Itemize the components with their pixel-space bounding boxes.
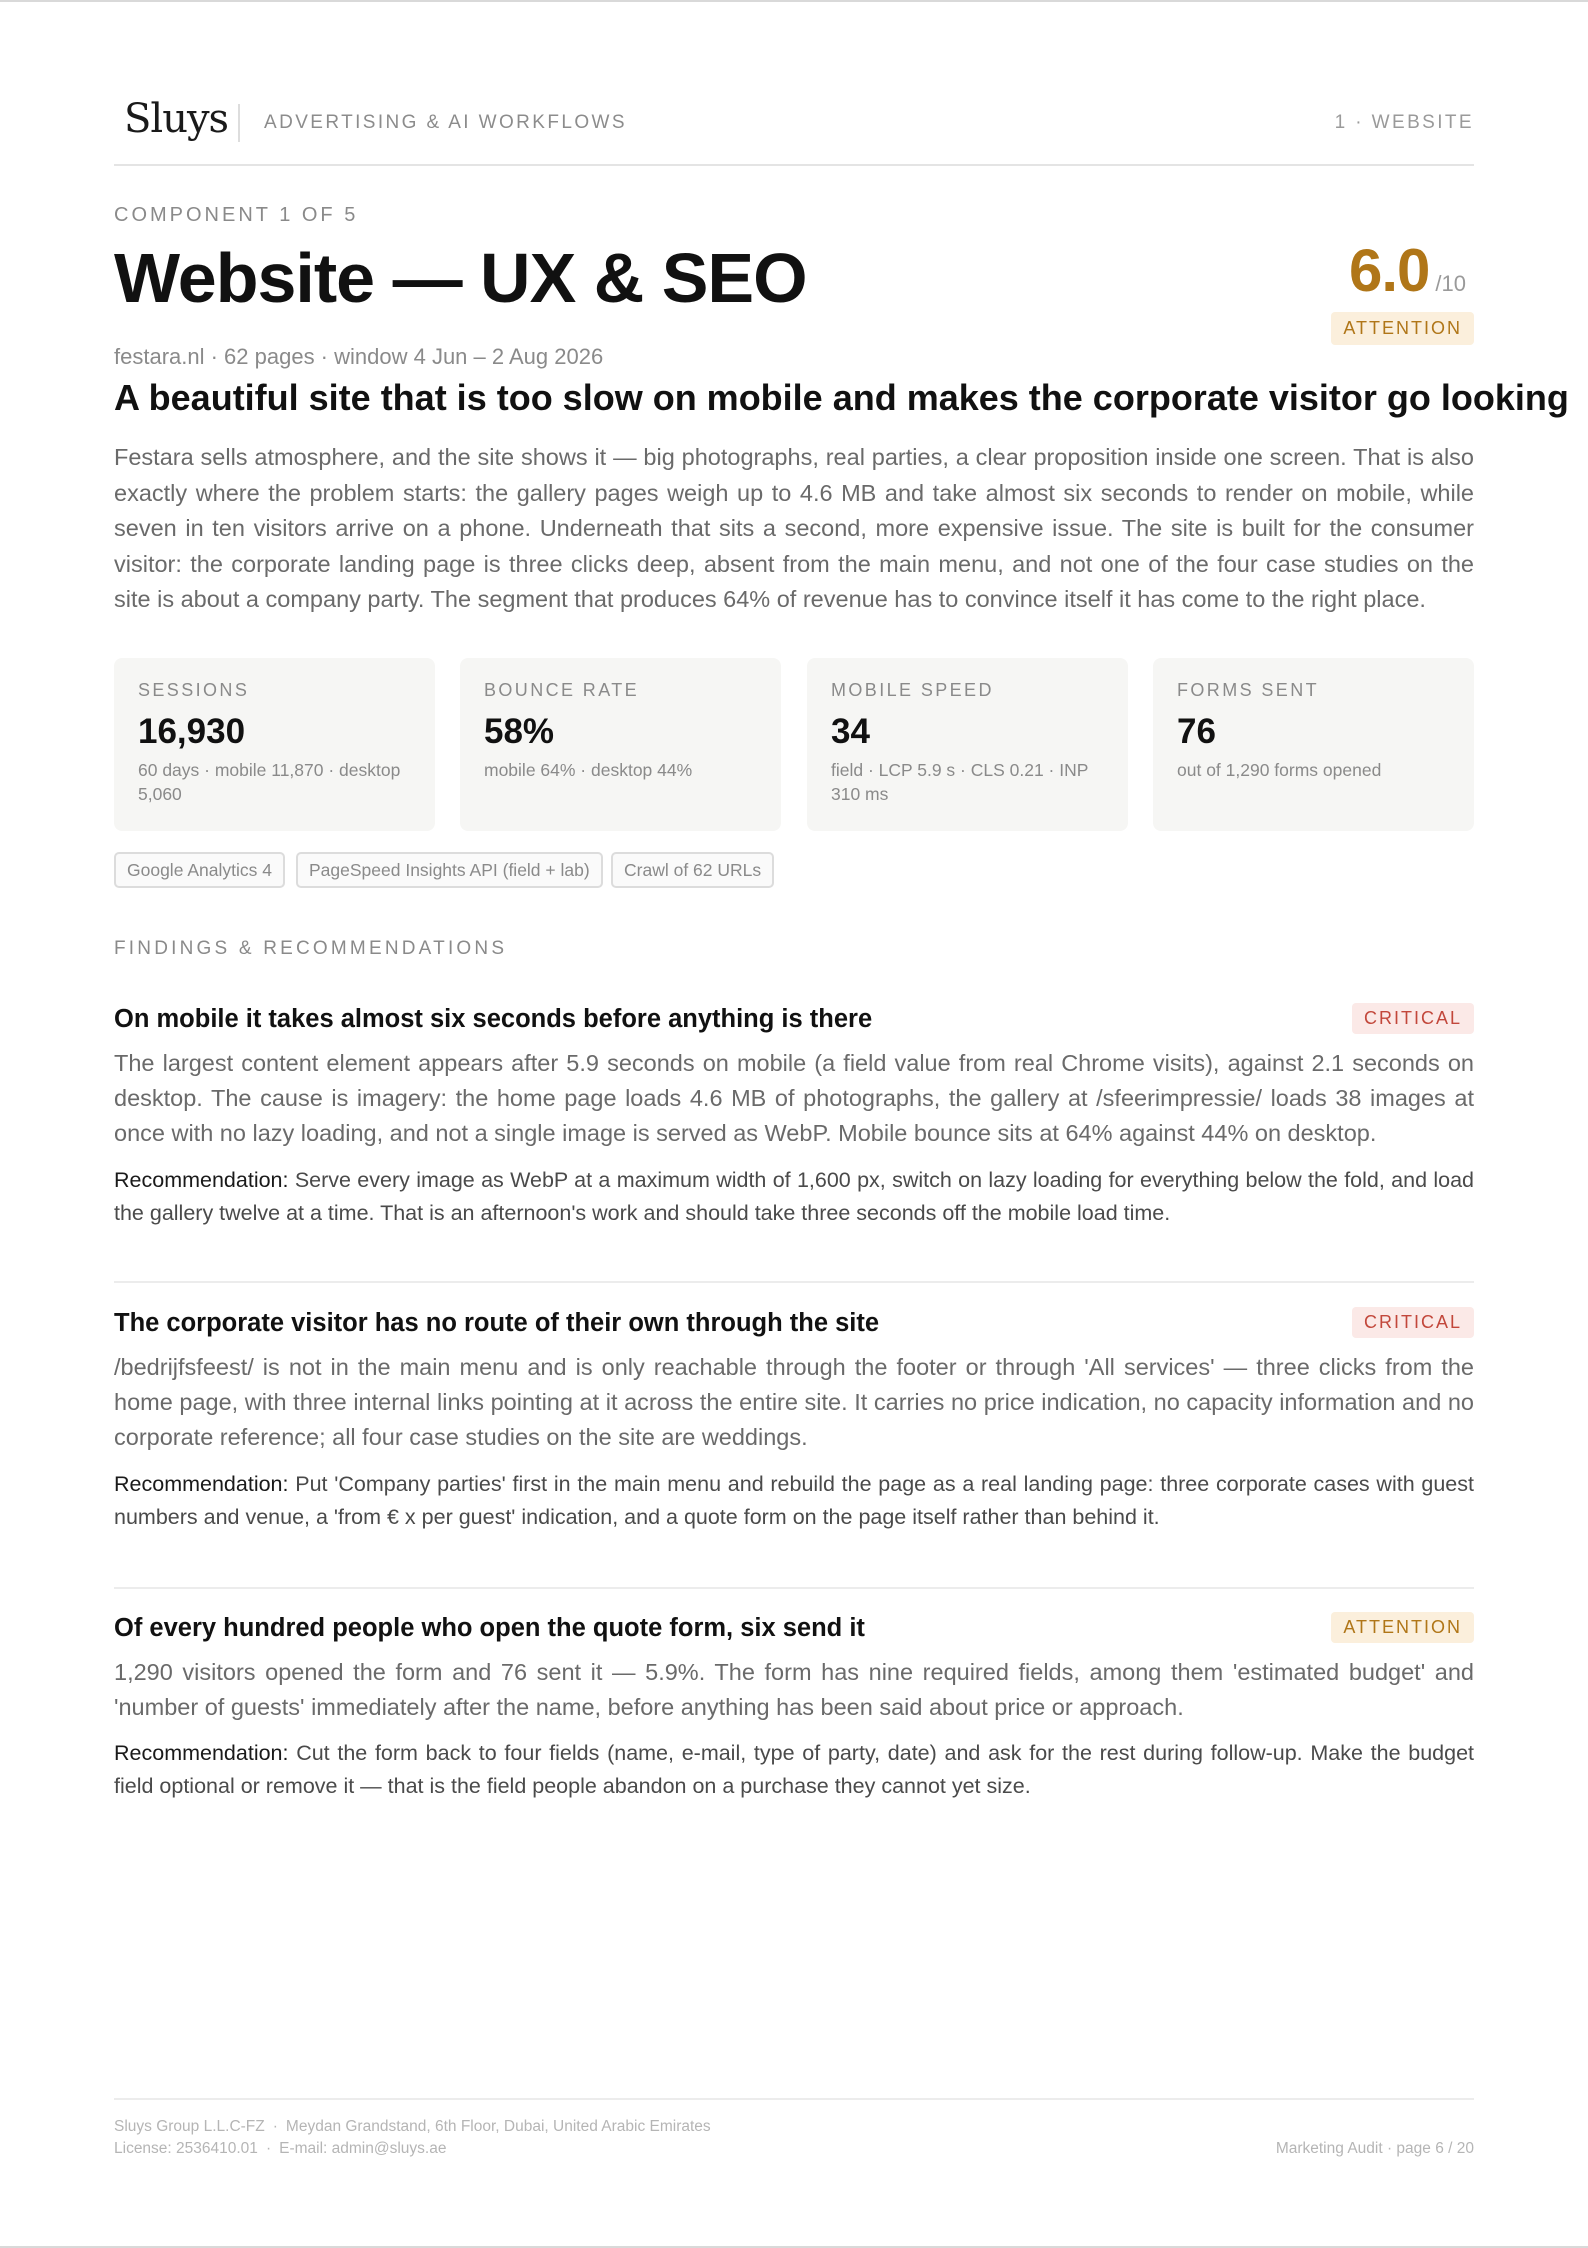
stat-label: MOBILE SPEED xyxy=(831,680,994,700)
page-title: Website — UX & SEO xyxy=(114,239,807,317)
brand-tagline: ADVERTISING & AI WORKFLOWS xyxy=(264,112,627,133)
finding-body: The largest content element appears after 5.9 seconds on mobile (a field value from real Chrome visits), against 2.1 seconds on desktop. The cause is imagery: the home page loads 4.6 MB of photographs, the gallery at /sfeerimpressie/ loads 38 images at once with no lazy loading, and not a single image is served as WebP. Mobile bounce sits at 64% against 44% on desktop. xyxy=(114,1050,1474,1146)
stat-label: SESSIONS xyxy=(138,680,250,700)
intro-paragraph: Festara sells atmosphere, and the site shows it — big photographs, real parties, a clear proposition inside one screen. That is also exactly where the problem starts: the gallery pages weigh up to 4.6 MB and take almost six seconds to render on mobile, while seven in ten visitors arrive on a phone. Underneath that sits a second, more expensive issue. The site is built for the consumer visitor: the corporate landing page is three clicks deep, absent from the main menu, and not one of the four case studies on the site is about a company party. The segment that produces 64% of revenue has to convince itself it has come to the right place. xyxy=(114,444,1474,612)
stat-cards xyxy=(114,658,1474,831)
finding-title: Of every hundred people who open the quote form, six send it xyxy=(114,1614,865,1642)
stat-card-bounce-rate xyxy=(460,658,781,831)
stat-subtext: 60 days · mobile 11,870 · desktop 5,060 xyxy=(138,760,401,804)
stat-value: 76 xyxy=(1177,712,1216,751)
findings-heading: FINDINGS & RECOMMENDATIONS xyxy=(114,938,508,959)
stat-card-mobile-speed xyxy=(807,658,1128,831)
finding-divider xyxy=(114,1587,1474,1589)
status-badge: ATTENTION xyxy=(1331,312,1474,345)
stat-card-forms-sent xyxy=(1153,658,1474,831)
finding-recommendation xyxy=(114,1164,1474,1230)
footer-company: Sluys Group L.L.C-FZ xyxy=(114,2118,265,2135)
score-block xyxy=(1349,236,1466,305)
score-value: 6.0 xyxy=(1348,237,1430,304)
score-max: /10 xyxy=(1435,271,1466,296)
page-footer xyxy=(114,2098,1474,2157)
severity-badge: CRITICAL xyxy=(1352,1307,1474,1338)
stat-value: 16,930 xyxy=(138,712,246,751)
stat-label: BOUNCE RATE xyxy=(484,680,640,700)
stat-subtext: out of 1,290 forms opened xyxy=(1177,760,1382,780)
severity-badge: ATTENTION xyxy=(1331,1612,1474,1643)
finding-title: On mobile it takes almost six seconds before anything is there xyxy=(114,1005,873,1033)
recommendation-text: Cut the form back to four fields (name, e-mail, type of party, date) and ask for the rest during follow-up. Make the budget field optional or remove it — that is the field people abandon on a purchase they cannot yet size. xyxy=(114,1741,1474,1798)
recommendation-label: Recommendation: xyxy=(114,1472,289,1496)
finding-recommendation xyxy=(114,1468,1474,1534)
finding-recommendation xyxy=(114,1737,1474,1803)
source-chip: PageSpeed Insights API (field + lab) xyxy=(296,852,603,888)
footer-address: Meydan Grandstand, 6th Floor, Dubai, United Arabic Emirates xyxy=(285,2118,711,2135)
stat-value: 34 xyxy=(831,712,870,751)
page-top-border xyxy=(0,0,1588,2)
stat-value: 58% xyxy=(484,712,555,751)
recommendation-label: Recommendation: xyxy=(114,1168,289,1192)
source-chip: Google Analytics 4 xyxy=(114,852,285,888)
stat-subtext: field · LCP 5.9 s · CLS 0.21 · INP 310 ms xyxy=(831,760,1089,804)
stat-card-sessions xyxy=(114,658,435,831)
component-eyebrow: COMPONENT 1 OF 5 xyxy=(114,204,359,226)
page-subtitle: A beautiful site that is too slow on mobile and makes the corporate visitor go looking xyxy=(114,377,1569,418)
severity-badge: CRITICAL xyxy=(1352,1003,1474,1034)
brand-logo: Sluys xyxy=(124,96,229,142)
recommendation-label: Recommendation: xyxy=(114,1741,289,1765)
footer-company-line: Sluys Group L.L.C-FZ · Meydan Grandstand, 6th Floor, Dubai, United Arabic Emirates xyxy=(114,2118,711,2135)
footer-license-line: License: 2536410.01 · E-mail: admin@sluys.ae xyxy=(114,2140,447,2157)
stat-subtext: mobile 64% · desktop 44% xyxy=(484,760,693,780)
footer-email: E-mail: admin@sluys.ae xyxy=(279,2140,447,2157)
recommendation-text: Put 'Company parties' first in the main menu and rebuild the page as a real landing page: three corporate cases with guest numbers and venue, a 'from € x per guest' indication, and a quote form on the page itself rather than behind it. xyxy=(114,1472,1474,1529)
finding-body: /bedrijfsfeest/ is not in the main menu and is only reachable through the footer or through 'All services' — three clicks from the home page, with three internal links pointing at it across the entire site. It carries no price indication, no capacity information and no corporate reference; all four case studies on the site are weddings. xyxy=(114,1354,1474,1450)
source-chip: Crawl of 62 URLs xyxy=(611,852,774,888)
header-divider xyxy=(238,104,240,142)
finding-body: 1,290 visitors opened the form and 76 sent it — 5.9%. The form has nine required fields, among them 'estimated budget' and 'number of guests' immediately after the name, before anything has been said about price or approach. xyxy=(114,1659,1474,1720)
page-header xyxy=(114,92,1474,166)
finding-title: The corporate visitor has no route of their own through the site xyxy=(114,1309,880,1337)
page-meta: festara.nl · 62 pages · window 4 Jun – 2 Aug 2026 xyxy=(114,344,604,369)
stat-label: FORMS SENT xyxy=(1177,680,1320,700)
section-label: 1 · WEBSITE xyxy=(1334,112,1474,133)
finding-divider xyxy=(114,1281,1474,1283)
footer-license: License: 2536410.01 xyxy=(114,2140,258,2157)
footer-page-number: Marketing Audit · page 6 / 20 xyxy=(1275,2140,1474,2157)
recommendation-text: Serve every image as WebP at a maximum width of 1,600 px, switch on lazy loading for everything below the fold, and load the gallery twelve at a time. That is an afternoon's work and should take three seconds off the mobile load time. xyxy=(114,1168,1474,1225)
